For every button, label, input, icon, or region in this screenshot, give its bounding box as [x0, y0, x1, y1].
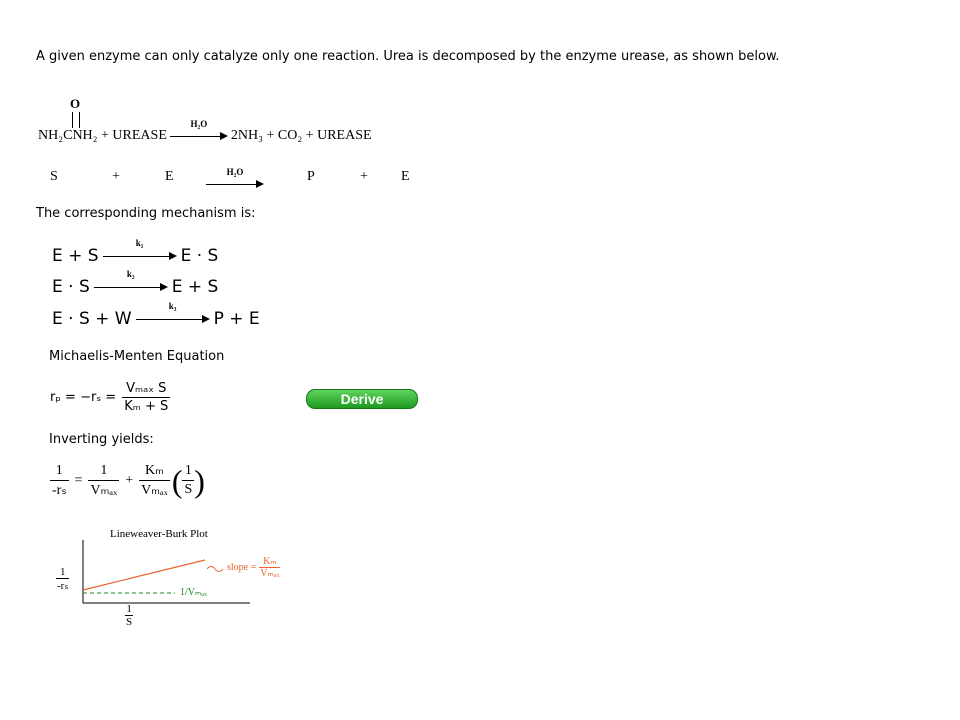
generic-arrow-label: H₂O — [226, 166, 244, 177]
y-axis-label — [56, 566, 69, 592]
slope-prefix: slope = — [227, 562, 257, 573]
lb-line — [83, 560, 205, 590]
mm-fraction — [122, 381, 170, 414]
urea-products: 2NH₃ + CO₂ + UREASE — [230, 128, 372, 143]
inv-plus: + — [125, 472, 134, 488]
x-label-num: 1 — [126, 603, 132, 615]
generic-e2: E — [401, 169, 410, 184]
open-paren: ( — [171, 462, 183, 499]
slope-den: Vₘₐₓ — [260, 568, 280, 579]
inv-f2-num: 1 — [100, 462, 108, 478]
inv-f3-den: Vₘₐₓ — [139, 480, 170, 499]
urea-reaction — [38, 119, 372, 144]
generic-s: S — [50, 169, 58, 184]
step-3-left: E · S + W — [52, 309, 132, 329]
urea-reactant: NH₂CNH₂ + UREASE — [38, 128, 167, 143]
mechanism-step-2 — [52, 269, 219, 297]
mechanism-step-3 — [52, 301, 260, 329]
urea-arrow-label: H₂O — [190, 119, 208, 129]
step-2-arrow — [94, 269, 168, 293]
step-2-right: E + S — [171, 277, 219, 297]
mechanism-step-1 — [52, 238, 219, 266]
y-label-num: 1 — [59, 566, 66, 578]
generic-plus-1: + — [112, 169, 120, 184]
mechanism-heading: The corresponding mechanism is: — [36, 206, 256, 221]
generic-plus-2: + — [360, 169, 368, 184]
inv-frac-1 — [50, 463, 69, 499]
slope-label — [227, 556, 280, 579]
step-1-left: E + S — [52, 246, 99, 266]
inv-f4-num: 1 — [184, 463, 192, 478]
mm-equation — [50, 381, 170, 414]
inv-frac-3 — [139, 462, 170, 499]
step-1-arrow — [103, 238, 177, 262]
step-3-right: P + E — [213, 309, 260, 329]
tilde-icon — [207, 567, 223, 572]
inv-f2-den: Vₘₐₓ — [88, 480, 119, 499]
mm-heading: Michaelis-Menten Equation — [49, 349, 225, 364]
generic-p: P — [307, 169, 315, 184]
y-label-den: -rₛ — [57, 580, 69, 592]
inv-f1-den: -rₛ — [50, 480, 69, 499]
inverted-equation — [50, 462, 205, 499]
inv-frac-2 — [88, 463, 119, 499]
step-2-rate: k₂ — [126, 269, 135, 279]
step-1-right: E · S — [180, 246, 219, 266]
intro-text: A given enzyme can only catalyze only one reaction. Urea is decomposed by the enzyme urease, as shown below. — [36, 49, 780, 64]
step-3-arrow — [136, 301, 210, 325]
step-1-rate: k₁ — [135, 238, 144, 248]
generic-arrow — [206, 166, 264, 192]
step-2-left: E · S — [52, 277, 90, 297]
inverting-heading: Inverting yields: — [49, 432, 154, 447]
generic-e: E — [165, 169, 174, 184]
close-paren: ) — [194, 462, 205, 499]
urea-arrow — [170, 119, 228, 141]
x-axis-label — [125, 603, 133, 628]
intercept-label: 1/Vₘₐₓ — [180, 587, 207, 598]
inv-f3-num: Kₘ — [145, 463, 164, 478]
plot-title: Lineweaver-Burk Plot — [110, 528, 208, 540]
derive-button[interactable]: Derive — [306, 389, 418, 409]
oxygen-label: O — [70, 96, 81, 111]
inv-f4-den: S — [184, 482, 193, 497]
slope-num: Kₘ — [263, 556, 277, 567]
inv-equals: = — [74, 472, 83, 488]
mm-lhs: rₚ = −rₛ = — [50, 390, 117, 405]
mm-denominator: Kₘ + S — [124, 399, 169, 414]
step-3-rate: k₃ — [168, 301, 177, 311]
inv-frac-4 — [182, 463, 194, 498]
lineweaver-burk-plot — [50, 538, 320, 633]
double-bond — [72, 112, 80, 128]
mm-numerator: Vₘₐₓ S — [126, 381, 167, 396]
x-label-den: S — [126, 616, 133, 628]
inv-f1-num: 1 — [55, 462, 63, 478]
